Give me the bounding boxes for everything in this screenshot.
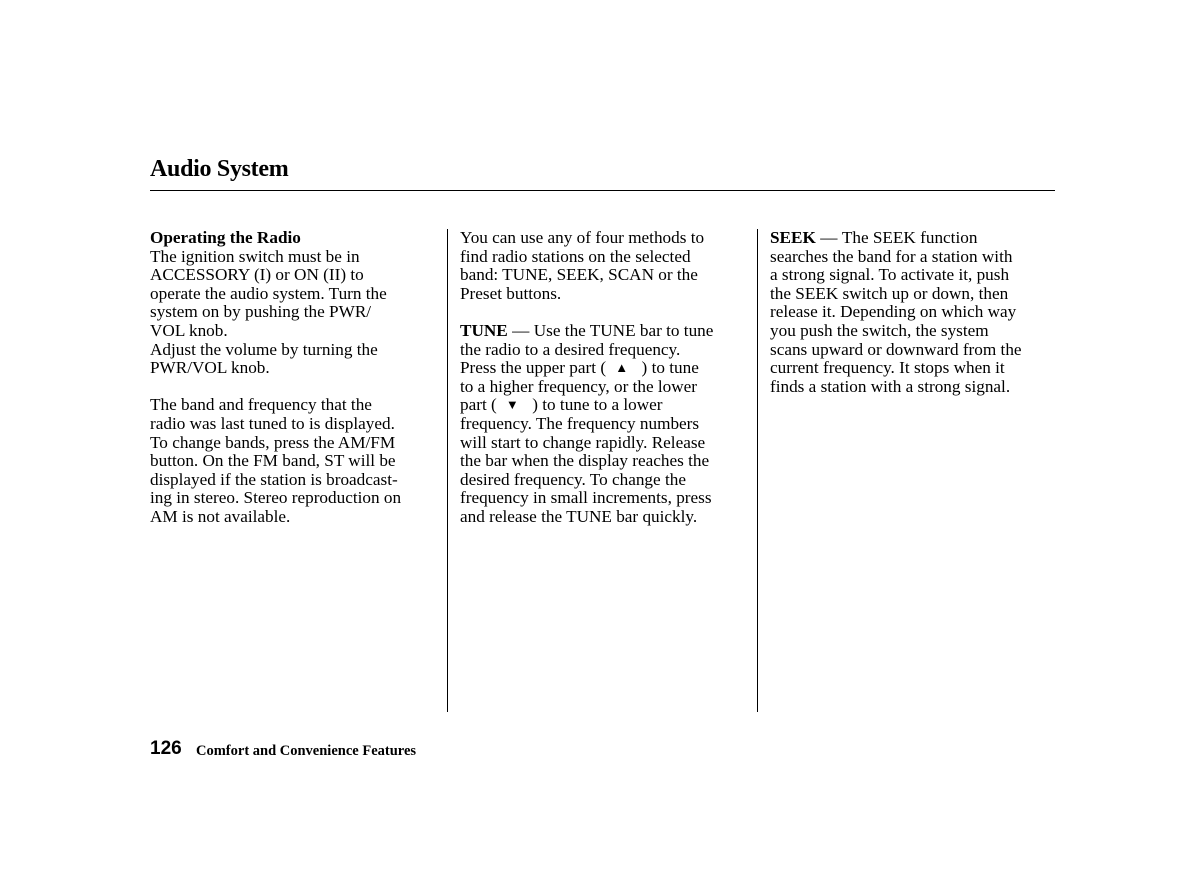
paragraph-line: searches the band for a station with — [770, 246, 1013, 266]
tune-text: Press the upper part ( — [460, 358, 607, 378]
paragraph-line: To change bands, press the AM/FM — [150, 432, 396, 452]
paragraph-line: the bar when the display reaches the — [460, 451, 710, 471]
paragraph-line: scans upward or downward from the — [770, 339, 1022, 359]
column-tune — [460, 229, 752, 527]
paragraph-line: finds a station with a strong signal. — [770, 376, 1011, 396]
footer-section-title: Comfort and Convenience Features — [196, 743, 417, 759]
page-number: 126 — [150, 738, 182, 759]
paragraph-line: The band and frequency that the — [150, 395, 372, 415]
tune-up-line — [460, 359, 752, 378]
paragraph-line: you push the switch, the system — [770, 320, 989, 340]
section-heading: Operating the Radio — [150, 228, 301, 247]
column-divider — [447, 229, 448, 712]
column-operating-radio — [150, 229, 442, 527]
paragraph-line: frequency. The frequency numbers — [460, 413, 700, 433]
paragraph-line: Adjust the volume by turning the — [150, 339, 378, 359]
em-dash: — — [512, 320, 530, 340]
paragraph-line: The ignition switch must be in — [150, 246, 360, 266]
paragraph-line: current frequency. It stops when it — [770, 358, 1005, 378]
tune-text: Use the TUNE bar to tune — [533, 320, 714, 340]
tune-text: ) to tune to a lower — [532, 395, 663, 415]
paragraph-line: release it. Depending on which way — [770, 302, 1017, 322]
paragraph-line: VOL knob. — [150, 320, 228, 340]
paragraph-line: Preset buttons. — [460, 283, 562, 303]
paragraph-line: system on by pushing the PWR/ — [150, 302, 372, 322]
title-rule — [150, 190, 1055, 191]
paragraph-spacer — [150, 378, 442, 397]
paragraph-line: a strong signal. To activate it, push — [770, 265, 1010, 285]
paragraph-line: ACCESSORY (I) or ON (II) to — [150, 265, 364, 285]
paragraph-line: PWR/VOL knob. — [150, 358, 270, 378]
paragraph-line: displayed if the station is broadcast- — [150, 469, 398, 489]
tune-text: part ( — [460, 395, 497, 415]
paragraph-line: You can use any of four methods to — [460, 228, 705, 247]
tune-paragraph-first-line — [460, 322, 752, 341]
down-arrow-icon: ▼ — [505, 397, 519, 413]
seek-text: The SEEK function — [841, 228, 978, 247]
tune-term: TUNE — [460, 320, 508, 340]
paragraph-line: ing in stereo. Stereo reproduction on — [150, 488, 402, 508]
column-seek — [770, 229, 1062, 396]
tune-text: ) to tune — [641, 358, 699, 378]
paragraph-line: band: TUNE, SEEK, SCAN or the — [460, 265, 698, 285]
paragraph-line: desired frequency. To change the — [460, 469, 686, 489]
paragraph-line: to a higher frequency, or the lower — [460, 376, 698, 396]
paragraph-line: find radio stations on the selected — [460, 246, 691, 266]
paragraph-line: AM is not available. — [150, 506, 291, 526]
paragraph-line: radio was last tuned to is displayed. — [150, 413, 395, 433]
paragraph-line: operate the audio system. Turn the — [150, 283, 387, 303]
paragraph-line: button. On the FM band, ST will be — [150, 451, 396, 471]
paragraph-line: frequency in small increments, press — [460, 488, 712, 508]
seek-paragraph-first-line — [770, 229, 1062, 248]
paragraph-spacer — [460, 303, 752, 322]
paragraph-line: the SEEK switch up or down, then — [770, 283, 1009, 303]
up-arrow-icon: ▲ — [615, 360, 629, 376]
seek-term: SEEK — [770, 228, 816, 247]
column-divider — [757, 229, 758, 712]
paragraph-line: and release the TUNE bar quickly. — [460, 506, 698, 526]
page-title: Audio System — [150, 156, 289, 182]
paragraph-line: will start to change rapidly. Release — [460, 432, 706, 452]
paragraph-line: the radio to a desired frequency. — [460, 339, 681, 359]
tune-down-line — [460, 396, 752, 415]
em-dash: — — [820, 228, 838, 247]
